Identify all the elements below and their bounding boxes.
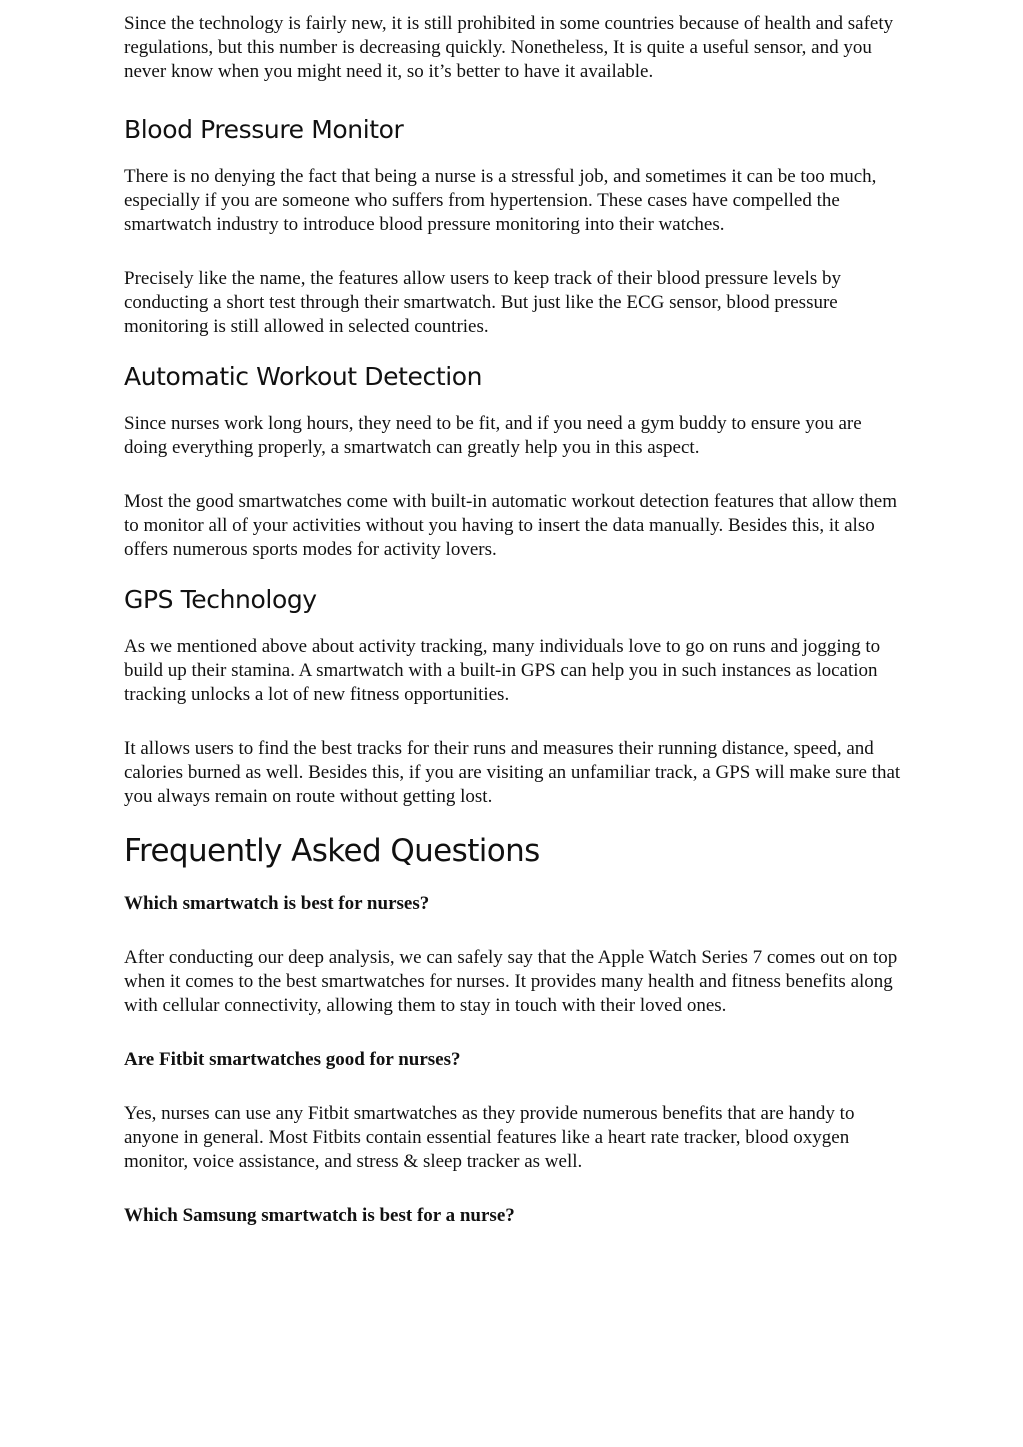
faq-question: Which Samsung smartwatch is best for a nurse? [124,1205,515,1226]
section-automatic-workout-detection [124,361,909,562]
section-paragraph: It allows users to find the best tracks for their runs and measures their running distance, speed, and calories burned as well. Besides this, if you are visiting an unfamiliar track, a GPS will make sure that you always remain on route without getting lost. [124,738,901,807]
section-heading: Blood Pressure Monitor [124,115,404,144]
faq-question: Are Fitbit smartwatches good for nurses? [124,1049,461,1070]
section-paragraph: Most the good smartwatches come with built-in automatic workout detection features that allow them to monitor all of your activities without you having to insert the data manually. Besides this, it also offers numerous sports modes for activity lovers. [124,491,897,560]
section-gps-technology [124,584,909,809]
section-paragraph: Since nurses work long hours, they need to be fit, and if you need a gym buddy to ensure you are doing everything properly, a smartwatch can greatly help you in this aspect. [124,413,862,458]
intro-paragraph: Since the technology is fairly new, it is still prohibited in some countries because of health and safety regulations, but this number is decreasing quickly. Nonetheless, It is quite a useful sensor, and you never know when you might need it, so it’s better to have it available. [124,13,894,82]
faq-heading: Frequently Asked Questions [124,833,540,869]
section-heading: GPS Technology [124,585,317,614]
section-heading: Automatic Workout Detection [124,362,483,391]
faq-answer: After conducting our deep analysis, we can safely say that the Apple Watch Series 7 comes out on top when it comes to the best smartwatches for nurses. It provides many health and fitness benefits along with cellular connectivity, allowing them to stay in touch with their loved ones. [124,947,898,1016]
faq-question: Which smartwatch is best for nurses? [124,893,430,914]
section-paragraph: Precisely like the name, the features allow users to keep track of their blood pressure levels by conducting a short test through their smartwatch. But just like the ECG sensor, blood pressure monitoring is still allowed in selected countries. [124,268,842,337]
section-blood-pressure-monitor [124,114,909,339]
faq-section [124,831,909,1228]
section-paragraph: As we mentioned above about activity tracking, many individuals love to go on runs and jogging to build up their stamina. A smartwatch with a built-in GPS can help you in such instances as location tracking unlocks a lot of new fitness opportunities. [124,636,881,705]
section-paragraph: There is no denying the fact that being a nurse is a stressful job, and sometimes it can be too much, especially if you are someone who suffers from hypertension. These cases have compelled the smartwatch industry to introduce blood pressure monitoring into their watches. [124,166,877,235]
faq-answer: Yes, nurses can use any Fitbit smartwatches as they provide numerous benefits that are handy to anyone in general. Most Fitbits contain essential features like a heart rate tracker, blood oxygen monitor, voice assistance, and stress & sleep tracker as well. [124,1103,855,1172]
document-page [124,12,909,1258]
